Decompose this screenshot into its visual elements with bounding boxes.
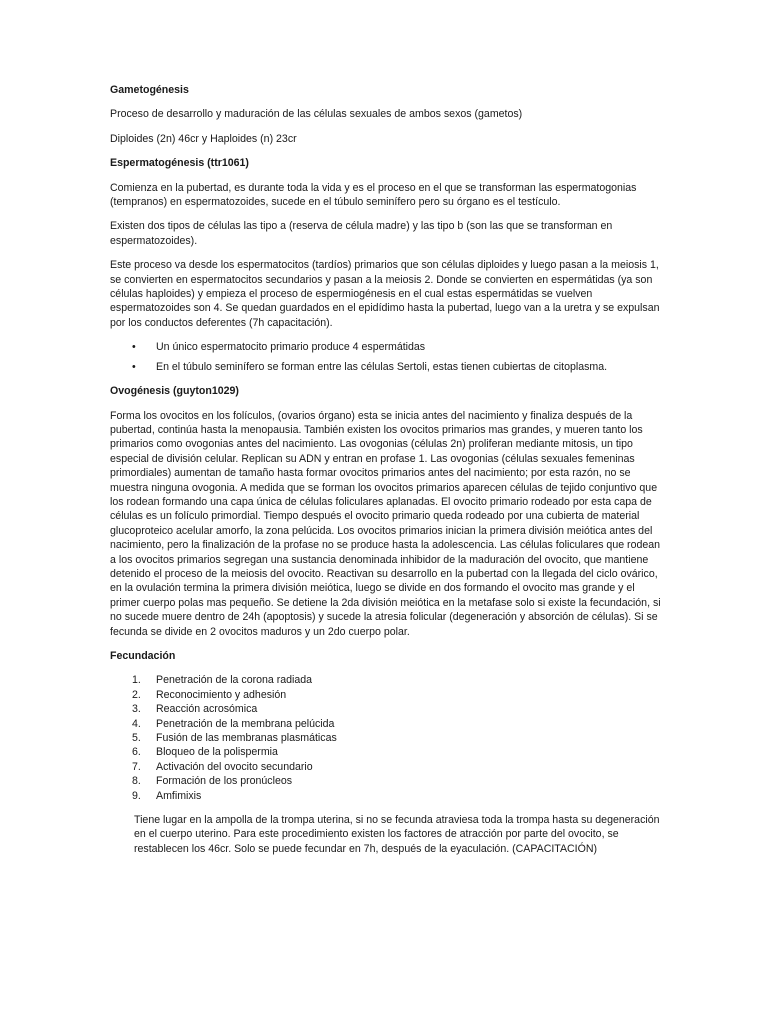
list-item-text: En el túbulo seminífero se forman entre las células Sertoli, estas tienen cubiertas de citoplasma. <box>156 360 608 373</box>
list-number: 6. <box>132 746 141 759</box>
espermatogenesis-bullet-list <box>110 340 662 374</box>
list-item-text: Reacción acrosómica <box>156 703 258 716</box>
list-item-text: Formación de los pronúcleos <box>156 775 293 788</box>
list-number: 5. <box>132 732 141 745</box>
gametogenesis-definition: Proceso de desarrollo y maduración de las células sexuales de ambos sexos (gametos) <box>110 108 523 121</box>
list-number: 2. <box>132 688 141 701</box>
list-item <box>110 702 662 716</box>
list-item <box>110 774 662 788</box>
list-number: 1. <box>132 674 141 687</box>
list-item <box>110 745 662 759</box>
espermatogenesis-heading: Espermatogénesis (ttr1061) <box>110 157 249 170</box>
document-page <box>110 83 662 866</box>
list-item-text: Fusión de las membranas plasmáticas <box>156 732 337 745</box>
bullet-icon: • <box>132 360 136 373</box>
list-number: 4. <box>132 717 141 730</box>
list-item <box>110 360 662 374</box>
fecundacion-steps-list <box>110 673 662 803</box>
bullet-icon: • <box>132 341 136 354</box>
list-item <box>110 760 662 774</box>
list-item <box>110 688 662 702</box>
list-item-text: Un único espermatocito primario produce 4 espermátidas <box>156 341 426 354</box>
list-item <box>110 340 662 354</box>
list-item <box>110 789 662 803</box>
list-number: 3. <box>132 703 141 716</box>
espermatogenesis-paragraph-1: Comienza en la pubertad, es durante toda la vida y es el proceso en el que se transforman las espermatogonias (tempranos) en espermatozoides, sucede en el túbulo seminífero pero su órgano es el testículo. <box>110 181 637 209</box>
fecundacion-paragraph: Tiene lugar en la ampolla de la trompa uterina, si no se fecunda atraviesa toda la trompa hasta su degeneración en el cuerpo uterino. Para este procedimiento existen los factores de atracción por parte del ovocito, se restablecen los 46cr. Solo se puede fecundar en 7h, después de la eyaculación. (CAPACITACIÓN) <box>134 814 660 855</box>
gametogenesis-chromosomes: Diploides (2n) 46cr y Haploides (n) 23cr <box>110 132 297 145</box>
list-item-text: Bloqueo de la polispermia <box>156 746 278 759</box>
list-number: 7. <box>132 760 141 773</box>
list-number: 8. <box>132 775 141 788</box>
espermatogenesis-paragraph-3: Este proceso va desde los espermatocitos (tardíos) primarios que son células diploides y luego pasan a la meiosis 1, se convierten en espermatocitos secundarios y pasan a la meiosis 2. Donde se convierten en espermátidas (ya son células haploides) y empieza el proceso de espermiogénesis en el cual estas espermátidas se vuelven espermatozoides son 4. Se quedan guardados en el epidídimo hasta la pubertad, luego van a la uretra y se expulsan por los conductos deferentes (7h capacitación). <box>110 259 660 329</box>
list-item-text: Penetración de la membrana pelúcida <box>156 717 335 730</box>
espermatogenesis-paragraph-2: Existen dos tipos de células las tipo a (reserva de célula madre) y las tipo b (son las que se transforman en espermatozoides). <box>110 220 613 247</box>
list-item-text: Activación del ovocito secundario <box>156 760 313 773</box>
list-item-text: Penetración de la corona radiada <box>156 674 313 687</box>
gametogenesis-heading: Gametogénesis <box>110 84 189 96</box>
list-item-text: Amfimixis <box>156 789 202 802</box>
list-number: 9. <box>132 789 141 802</box>
list-item <box>110 673 662 687</box>
list-item <box>110 717 662 731</box>
fecundacion-heading: Fecundación <box>110 650 176 662</box>
ovogenesis-paragraph: Forma los ovocitos en los folículos, (ovarios órgano) esta se inicia antes del nacimiento y finaliza después de la pubertad, continúa hasta la menopausia. También existen los ovocitos primarios mas grandes, y mueren tanto los primarios como ovogonias antes del nacimiento. Las ovogonias (células 2n) proliferan mediante mitosis, un tipo especial de división celular. Replican su ADN y entran en profase 1. Las ovogonias (células sexuales femeninas primordiales) aumentan de tamaño hasta formar ovocitos primarios antes del nacimiento; por esta razón, no se muestra ninguna ovogonia. A medida que se forman los ovocitos primarios aparecen células de tejido conjuntivo que los rodean formando una capa única de células foliculares aplanadas. El ovocito primario rodeado por esta capa de células es un folículo primordial. Tiempo después el ovocito primario queda rodeado por una cubierta de material glucoproteico acelular amorfo, la zona pelúcida. Los ovocitos primarios inician la primera división meiótica antes del nacimiento, pero la finalización de la profase no se produce hasta la adolescencia. Las células foliculares que rodean a los ovocitos primarios segregan una sustancia denominada inhibidor de la maduración del ovocito, que mantiene detenido el proceso de la meiosis del ovocito. Reactivan su desarrollo en la pubertad con la llegada del ciclo ovárico, en la ovulación termina la primera división meiótica, luego se divide en dos formando el ovocito mas grande y el primer cuerpo polas mas pequeño. Se detiene la 2da división meiótica en la metafase solo si existe la fecundación, si no sucede muere dentro de 24h (apoptosis) y sucede la atresia folicular (degeneración y absorción de células). Si se fecunda se divide en 2 ovocitos maduros y un 2do cuerpo polar. <box>110 409 661 638</box>
list-item <box>110 731 662 745</box>
list-item-text: Reconocimiento y adhesión <box>156 688 287 701</box>
ovogenesis-heading: Ovogénesis (guyton1029) <box>110 385 239 398</box>
